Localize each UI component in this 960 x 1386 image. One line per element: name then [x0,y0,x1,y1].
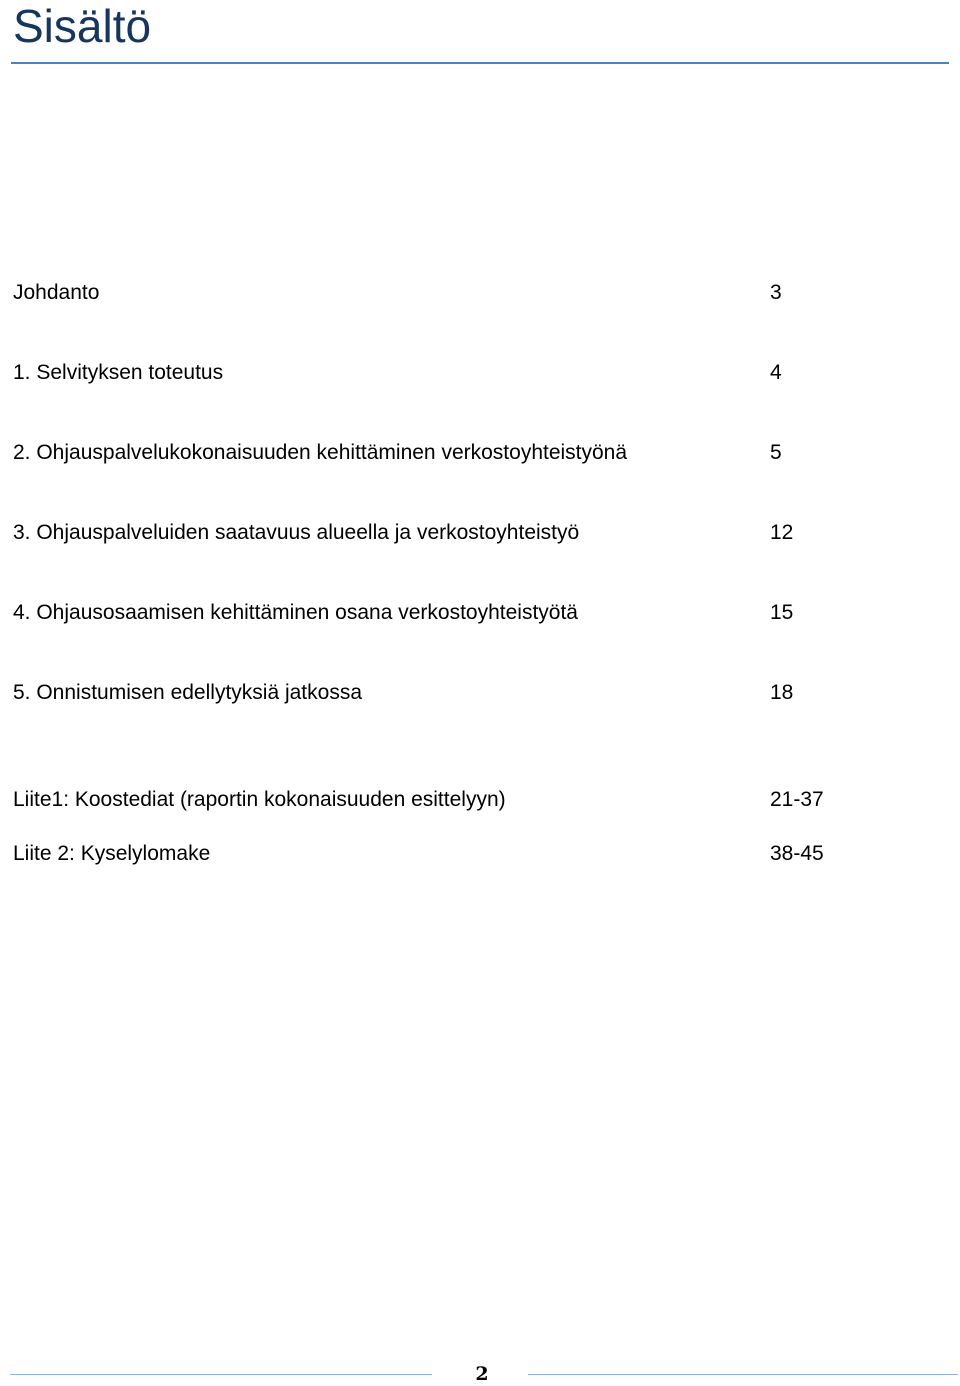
toc-entry-title: 5. Onnistumisen edellytyksiä jatkossa [13,681,362,704]
page-title: Sisältö [13,0,152,52]
toc-entry-page: 4 [770,361,782,384]
toc-entry-chapter-4[interactable] [13,598,893,628]
toc-entry-title: 2. Ohjauspalvelukokonaisuuden kehittäminen verkostoyhteistyönä [13,441,628,464]
toc-entry-page: 18 [770,681,794,704]
toc-entry-chapter-1[interactable] [13,358,893,388]
toc-entry-appendix-1[interactable] [13,785,893,815]
toc-entry-title: Liite 2: Kyselylomake [13,842,211,865]
toc-entry-title: Liite1: Koostediat (raportin kokonaisuuden esittelyyn) [13,788,506,811]
footer-rule-left [10,1374,432,1375]
toc-entry-chapter-3[interactable] [13,518,893,548]
toc-entry-page: 3 [770,281,782,304]
toc-entry-introduction[interactable] [13,278,893,308]
toc-entry-page: 12 [770,521,794,544]
toc-entry-page: 21-37 [770,788,824,811]
toc-entry-chapter-2[interactable] [13,438,893,468]
toc-entry-page: 5 [770,441,782,464]
page-number: 2 [475,1363,489,1385]
toc-entry-title: 1. Selvityksen toteutus [13,361,224,384]
toc-entry-chapter-5[interactable] [13,678,893,708]
toc-entry-page: 15 [770,601,794,624]
toc-entry-title: 4. Ohjausosaamisen kehittäminen osana verkostoyhteistyötä [13,601,578,624]
title-underline [11,62,949,64]
toc-entry-appendix-2[interactable] [13,839,893,869]
toc-entry-page: 38-45 [770,842,824,865]
footer-rule-right [528,1374,958,1375]
toc-entry-title: 3. Ohjauspalveluiden saatavuus alueella ja verkostoyhteistyö [13,521,580,544]
toc-entry-title: Johdanto [13,281,100,304]
